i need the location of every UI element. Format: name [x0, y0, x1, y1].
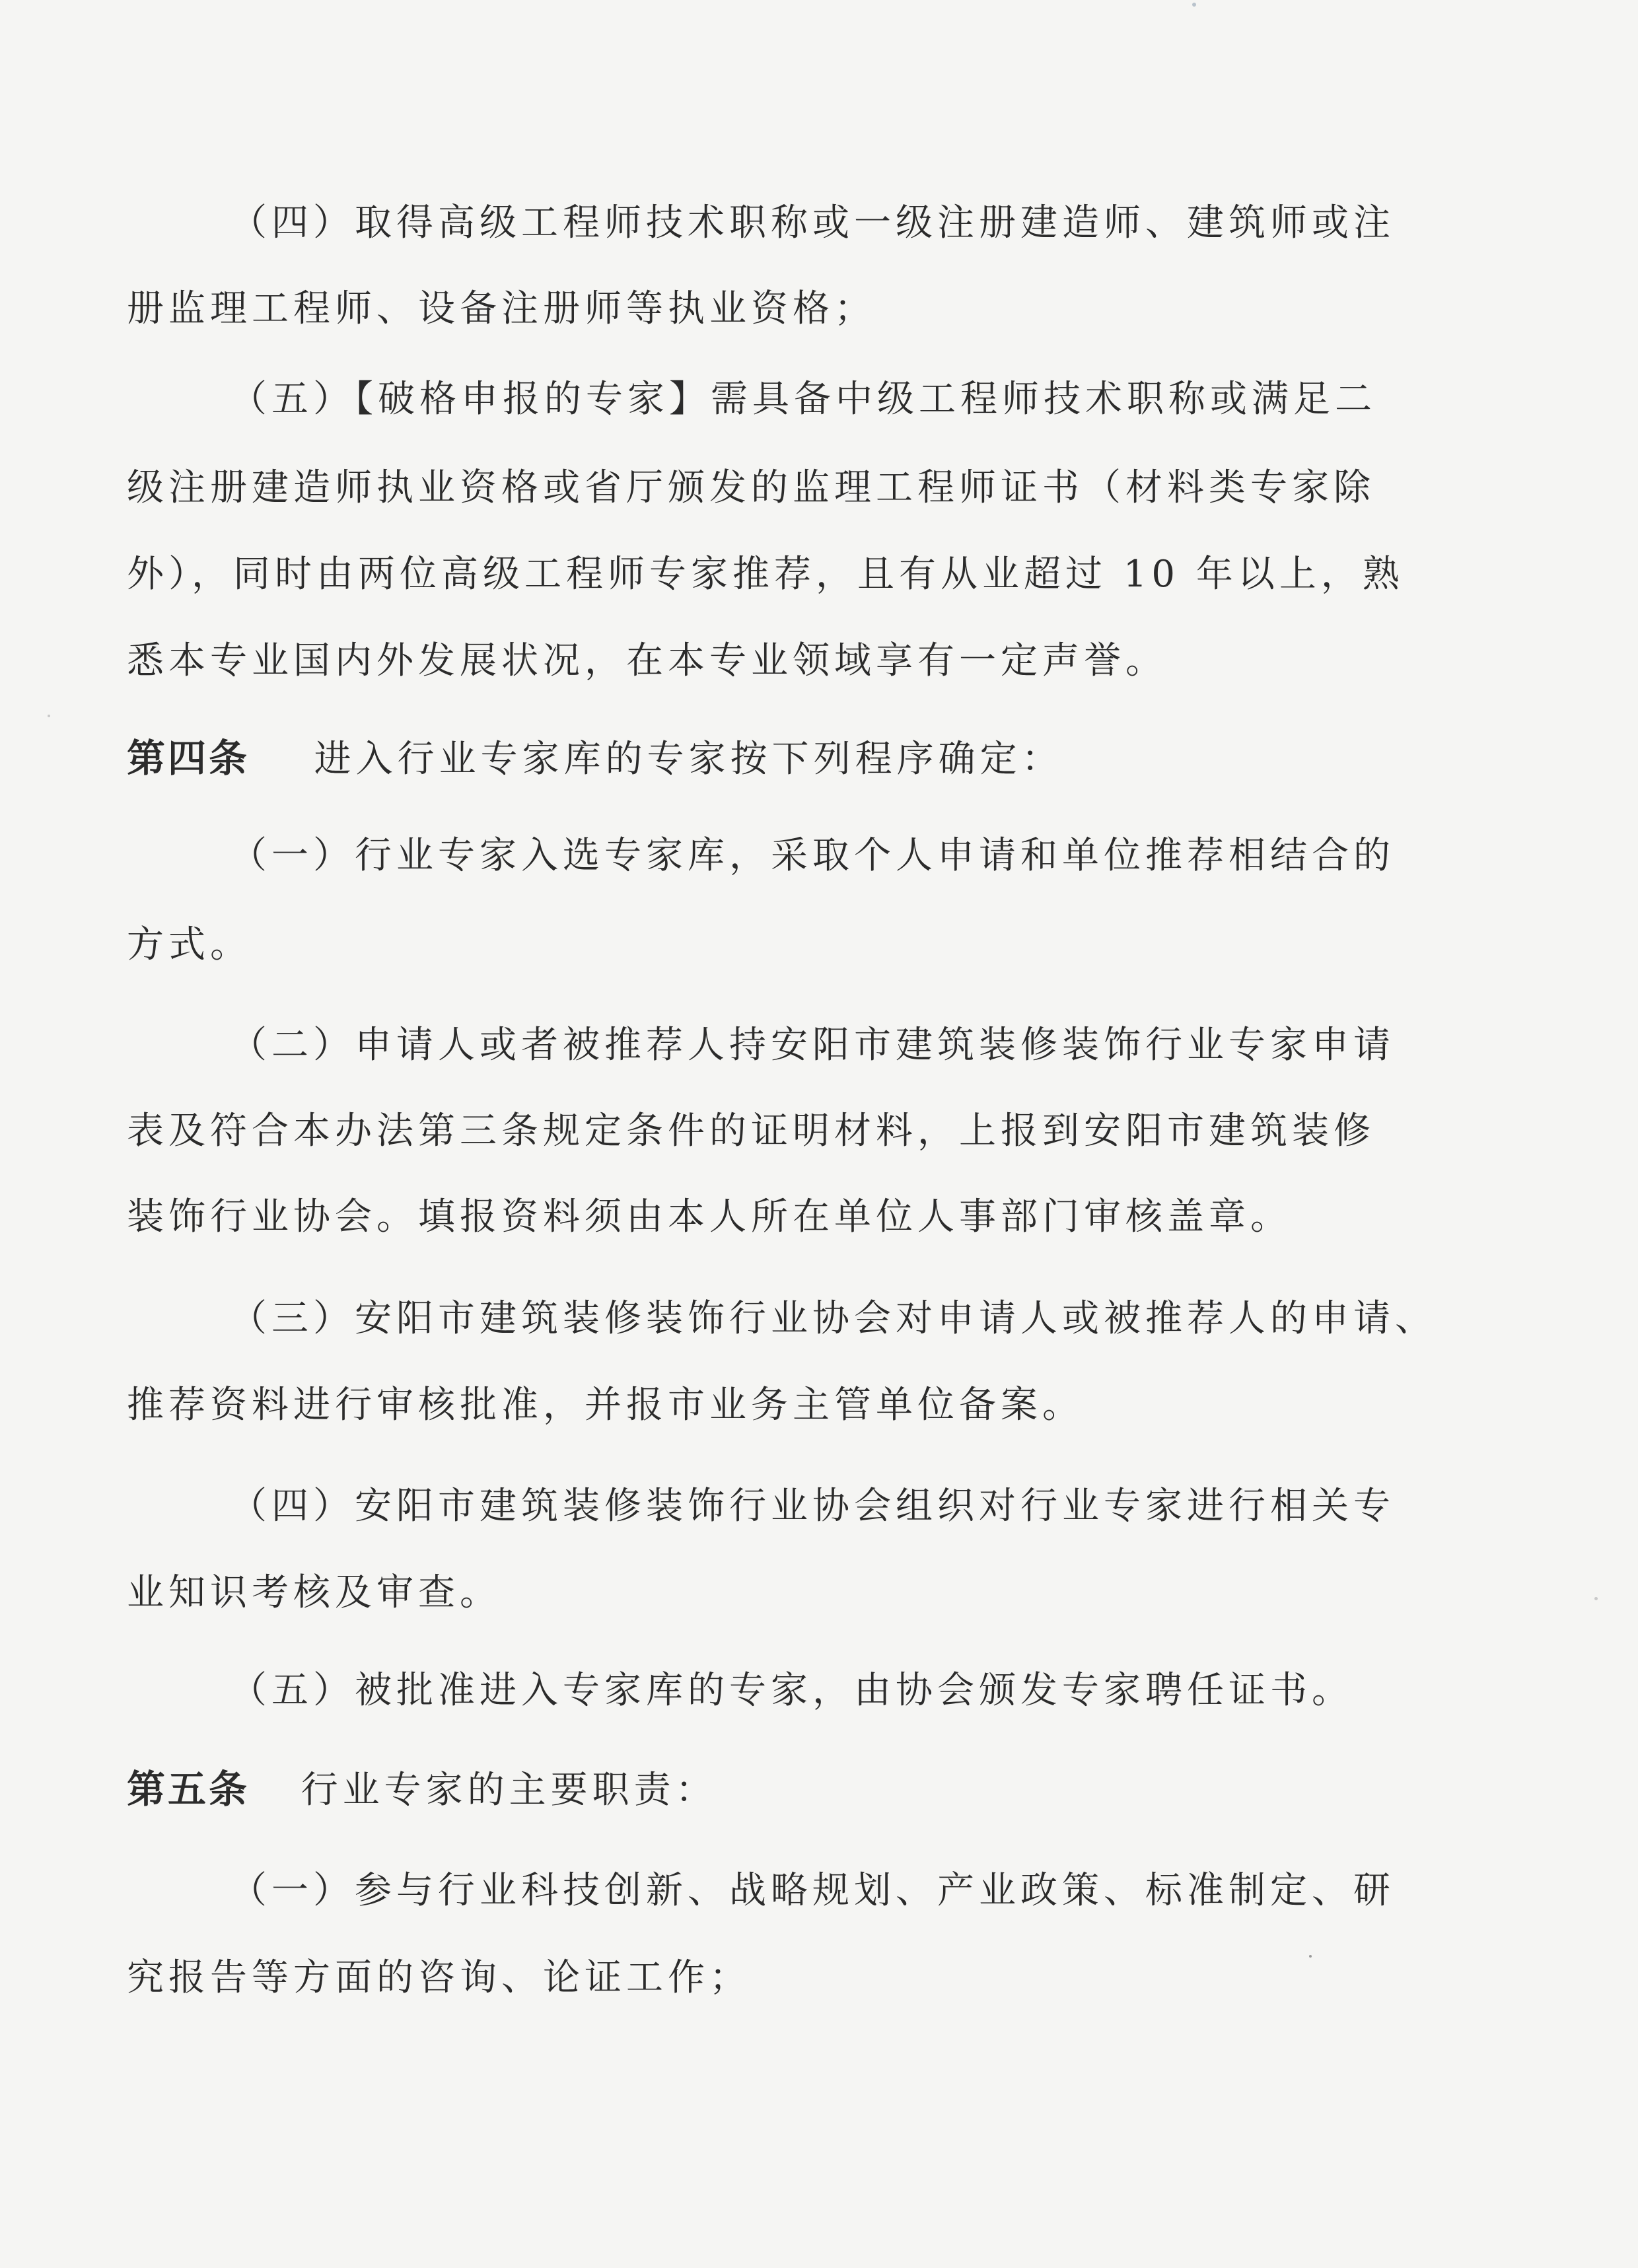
scan-speck — [1594, 1597, 1598, 1600]
paragraph-line: （三）安阳市建筑装修装饰行业协会对申请人或被推荐人的申请、 — [230, 1297, 1437, 1340]
scan-speck — [1309, 1955, 1312, 1958]
paragraph-line: 业知识考核及审查。 — [127, 1571, 501, 1614]
paragraph-line: 册监理工程师、设备注册师等执业资格； — [127, 287, 876, 330]
paragraph-line: （四）取得高级工程师技术职称或一级注册建造师、建筑师或注 — [230, 201, 1395, 244]
paragraph-line: （一）参与行业科技创新、战略规划、产业政策、标准制定、研 — [230, 1869, 1395, 1912]
scan-speck — [48, 715, 50, 717]
paragraph-line: （一）行业专家入选专家库，采取个人申请和单位推荐相结合的 — [230, 834, 1395, 877]
paragraph-line: 推荐资料进行审核批准，并报市业务主管单位备案。 — [127, 1384, 1084, 1427]
paragraph-line: 外），同时由两位高级工程师专家推荐，且有从业超过 10 年以上，熟 — [127, 553, 1404, 596]
paragraph-line: 方式。 — [127, 923, 252, 966]
paragraph-line: 表及符合本办法第三条规定条件的证明材料，上报到安阳市建筑装修 — [127, 1110, 1375, 1152]
paragraph-line: （五）【破格申报的专家】需具备中级工程师技术职称或满足二 — [230, 378, 1376, 421]
article-4-text: 进入行业专家库的专家按下列程序确定： — [314, 738, 1063, 781]
paragraph-line: （四）安阳市建筑装修装饰行业协会组织对行业专家进行相关专 — [230, 1485, 1395, 1528]
paragraph-line: （五）被批准进入专家库的专家，由协会颁发专家聘任证书。 — [230, 1669, 1353, 1712]
article-5-text: 行业专家的主要职责： — [301, 1769, 717, 1812]
article-5-heading: 第五条 — [127, 1767, 250, 1812]
article-4-heading: 第四条 — [127, 736, 250, 781]
paragraph-line: 究报告等方面的咨询、论证工作； — [127, 1956, 751, 1999]
paragraph-line: 悉本专业国内外发展状况，在本专业领域享有一定声誉。 — [127, 639, 1167, 682]
paragraph-line: （二）申请人或者被推荐人持安阳市建筑装修装饰行业专家申请 — [230, 1024, 1395, 1067]
article-line — [127, 1763, 717, 1817]
paragraph-line: 级注册建造师执业资格或省厅颁发的监理工程师证书（材料类专家除 — [127, 466, 1375, 509]
article-line — [127, 732, 1063, 786]
scan-speck — [1192, 3, 1196, 7]
paragraph-line: 装饰行业协会。填报资料须由本人所在单位人事部门审核盖章。 — [127, 1195, 1292, 1238]
